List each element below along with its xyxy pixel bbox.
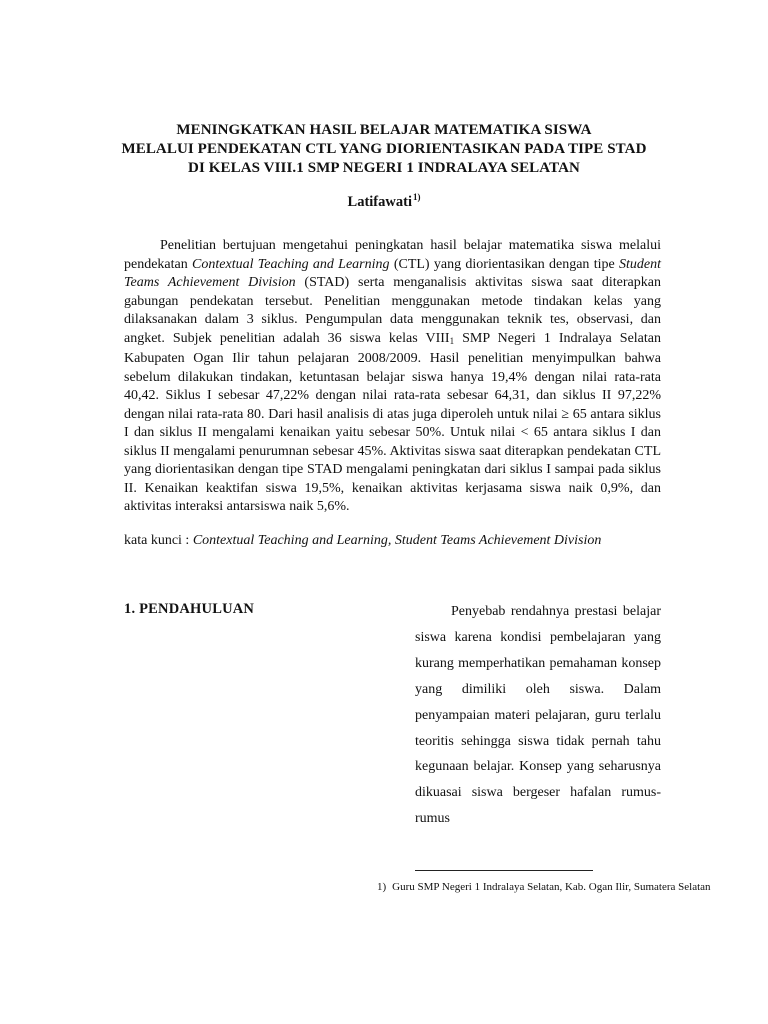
abstract-text-2: (CTL) yang diorientasikan dengan tipe xyxy=(389,256,620,272)
paper-title xyxy=(0,121,768,178)
abstract-class-subscript: 1 xyxy=(449,335,455,346)
footnote xyxy=(377,880,711,894)
footnote-divider xyxy=(415,870,593,871)
keywords xyxy=(124,532,684,550)
abstract-text-1: Penelitian bertujuan mengetahui peningkatan hasil belajar matematika siswa melalui pendekatan xyxy=(124,238,661,272)
keywords-label: kata kunci : xyxy=(124,533,193,548)
keywords-value: Contextual Teaching and Learning, Student Teams Achievement Division xyxy=(192,533,602,548)
footnote-text: Guru SMP Negeri 1 Indralaya Selatan, Kab. Ogan Ilir, Sumatera Selatan xyxy=(392,881,711,893)
footnote-mark: 1) xyxy=(377,881,387,893)
abstract xyxy=(124,237,661,517)
section-paragraph: Penyebab rendahnya prestasi belajar siswa karena kondisi pembelajaran yang kurang memperhatikan pemahaman konsep yang dimiliki oleh siswa. Dalam penyampaian materi pelajaran, guru terlalu teoritis sehingga siswa tidak pernah tahu kegunaan belajar. Konsep yang seharusnya dikuasai siswa bergeser hafalan rumus-rumus xyxy=(415,604,661,827)
section-heading: 1. PENDAHULUAN xyxy=(124,601,255,617)
abstract-paragraph xyxy=(124,237,661,517)
author xyxy=(0,192,768,211)
title-line-3: DI KELAS VIII.1 SMP NEGERI 1 INDRALAYA SELATAN xyxy=(188,160,580,176)
author-footnote-mark: 1) xyxy=(412,192,421,202)
abstract-ctl-term: Contextual Teaching and Learning xyxy=(192,256,390,272)
section-body xyxy=(415,599,661,832)
abstract-text-3: (STAD) serta menganalisis aktivitas siswa saat diterapkan gabungan pendekatan tersebut. Penelitian menggunakan metode tindakan kelas yang dilaksanakan dalam 3 siklus. Pengumpulan data menggunakan teknik tes, observasi, dan angket. Subjek penelitian adalah 36 siswa kelas VIII xyxy=(124,275,661,346)
author-name: Latifawati xyxy=(347,194,412,210)
abstract-text-4: SMP Negeri 1 Indralaya Selatan Kabupaten Ogan Ilir tahun pelajaran 2008/2009. Hasil penelitian menyimpulkan bahwa sebelum dilakukan tindakan, ketuntasan belajar siswa hanya 19,4% dengan nilai rata-rata 40,42. Siklus I sebesar 47,22% dengan nilai rata-rata sebesar 64,31, dan siklus II 97,22% dengan nilai rata-rata 80. Dari hasil analisis di atas juga diperoleh untuk nilai ≥ 65 antara siklus I dan siklus II mengalami kenaikan yaitu sebesar 50%. Untuk nilai < 65 antara siklus I dan siklus II mengalami penurumnan sebesar 45%. Aktivitas siswa saat diterapkan pendekatan CTL yang diorientasikan dengan tipe STAD mengalami peningkatan dari siklus I sampai pada siklus II. Kenaikan keaktifan siswa 19,5%, kenaikan aktivitas kerjasama siswa naik 0,9%, dan aktivitas interaksi antarsiswa naik 5,6%. xyxy=(124,330,661,514)
title-line-1: MENINGKATKAN HASIL BELAJAR MATEMATIKA SISWA xyxy=(176,122,592,138)
title-line-2: MELALUI PENDEKATAN CTL YANG DIORIENTASIKAN PADA TIPE STAD xyxy=(121,141,647,157)
abstract-stad-term: Student Teams Achievement Division xyxy=(124,256,662,290)
